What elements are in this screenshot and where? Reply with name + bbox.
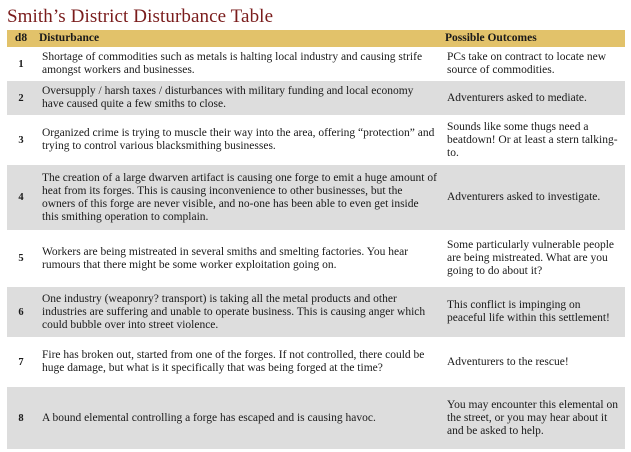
table-row [7, 81, 625, 115]
table-row [7, 47, 625, 81]
table-row [7, 165, 625, 230]
outcome-cell: PCs take on contract to locate new source of commodities. [441, 47, 625, 81]
row-number: 4 [7, 165, 35, 230]
disturbance-cell: A bound elemental controlling a forge has escaped and is causing havoc. [35, 387, 441, 449]
outcome-cell: Adventurers to the rescue! [441, 337, 625, 387]
row-number: 2 [7, 81, 35, 115]
table-row [7, 287, 625, 337]
row-number: 8 [7, 387, 35, 449]
row-number: 5 [7, 230, 35, 287]
table-header-row [7, 30, 625, 47]
row-number: 3 [7, 115, 35, 165]
table-row [7, 230, 625, 287]
outcome-cell: This conflict is impinging on peaceful life within this settlement! [441, 287, 625, 337]
disturbance-cell: The creation of a large dwarven artifact is causing one forge to emit a huge amount of heat from its forges. This is causing inconvenience to other businesses, but the owners of this forge are never visible, and no-one has been able to even get inside this smithing operation to complain. [35, 165, 441, 230]
outcome-cell: Sounds like some thugs need a beatdown! Or at least a stern talking-to. [441, 115, 625, 165]
disturbance-table [7, 30, 625, 449]
disturbance-cell: Organized crime is trying to muscle their way into the area, offering “protection” and trying to control various blacksmithing businesses. [35, 115, 441, 165]
disturbance-cell: One industry (weaponry? transport) is taking all the metal products and other industries are suffering and unable to operate business. This is causing anger which could bubble over into street violence. [35, 287, 441, 337]
table-title: Smith’s District Disturbance Table [7, 6, 274, 27]
header-disturbance: Disturbance [35, 30, 441, 47]
disturbance-cell: Workers are being mistreated in several smiths and smelting factories. You hear rumours that there might be some worker exploitation going on. [35, 230, 441, 287]
outcome-cell: Adventurers asked to investigate. [441, 165, 625, 230]
table-row [7, 387, 625, 449]
header-d8: d8 [7, 30, 35, 47]
disturbance-cell: Fire has broken out, started from one of the forges. If not controlled, there could be huge damage, but what is it specifically that was being forged at the time? [35, 337, 441, 387]
header-outcomes: Possible Outcomes [441, 30, 625, 47]
outcome-cell: You may encounter this elemental on the street, or you may hear about it and be asked to help. [441, 387, 625, 449]
disturbance-cell: Oversupply / harsh taxes / disturbances with military funding and local economy have caused quite a few smiths to close. [35, 81, 441, 115]
row-number: 1 [7, 47, 35, 81]
disturbance-cell: Shortage of commodities such as metals is halting local industry and causing strife amongst workers and businesses. [35, 47, 441, 81]
row-number: 6 [7, 287, 35, 337]
outcome-cell: Some particularly vulnerable people are being mistreated. What are you going to do about it? [441, 230, 625, 287]
row-number: 7 [7, 337, 35, 387]
table-row [7, 115, 625, 165]
outcome-cell: Adventurers asked to mediate. [441, 81, 625, 115]
table-row [7, 337, 625, 387]
